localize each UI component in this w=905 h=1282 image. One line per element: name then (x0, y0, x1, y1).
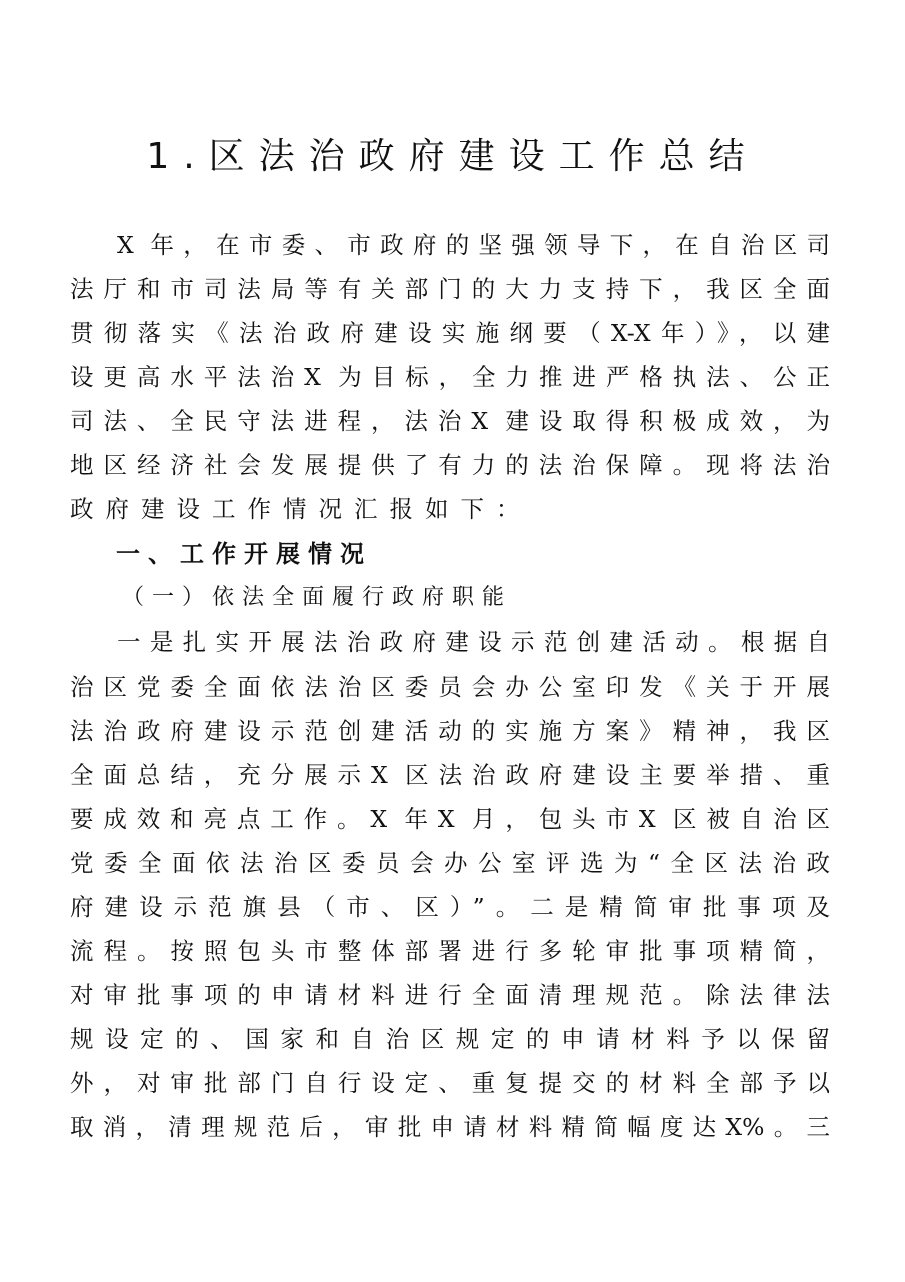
paragraph-line: 对审批事项的申请材料进行全面清理规范。除法律法 (70, 981, 830, 1009)
paragraph-line: 治区党委全面依法治区委员会办公室印发《关于开展 (70, 673, 830, 701)
paragraph-line: 要成效和亮点工作。X 年X 月，包头市X 区被自治区 (70, 805, 830, 833)
paragraph-line: 全面总结，充分展示X 区法治政府建设主要举措、重 (70, 761, 830, 789)
paragraph-line: 贯彻落实《法治政府建设实施纲要（X-X年）》，以建 (70, 319, 830, 347)
paragraph-line: 规设定的、国家和自治区规定的申请材料予以保留 (70, 1025, 830, 1053)
document-title: 1.区法治政府建设工作总结 (146, 136, 759, 177)
paragraph-line: 地区经济社会发展提供了有力的法治保障。现将法治 (70, 451, 830, 479)
paragraph-line: 党委全面依法治区委员会办公室评选为“全区法治政 (70, 849, 830, 877)
paragraph-line: 府建设示范旗县（市、区）”。二是精简审批事项及 (70, 893, 830, 921)
paragraph-line: 流程。按照包头市整体部署进行多轮审批事项精简， (70, 937, 830, 965)
section-heading: 一、工作开展情况 (116, 540, 372, 568)
paragraph-line: 设更高水平法治X 为目标，全力推进严格执法、公正 (70, 363, 830, 391)
paragraph-line: 法治政府建设示范创建活动的实施方案》精神，我区 (70, 717, 830, 745)
paragraph-line: 外，对审批部门自行设定、重复提交的材料全部予以 (70, 1069, 830, 1097)
paragraph-line: 政府建设工作情况汇报如下： (70, 495, 532, 523)
paragraph-line: 取消，清理规范后，审批申请材料精简幅度达X%。三 (70, 1113, 830, 1141)
paragraph-line: 一是扎实开展法治政府建设示范创建活动。根据自 (117, 628, 830, 656)
subsection-heading: （一）依法全面履行政府职能 (122, 585, 513, 610)
paragraph-line: X 年，在市委、市政府的坚强领导下，在自治区司 (117, 231, 830, 259)
paragraph-line: 法厅和市司法局等有关部门的大力支持下，我区全面 (70, 275, 830, 303)
paragraph-line: 司法、全民守法进程，法治X 建设取得积极成效，为 (70, 407, 830, 435)
